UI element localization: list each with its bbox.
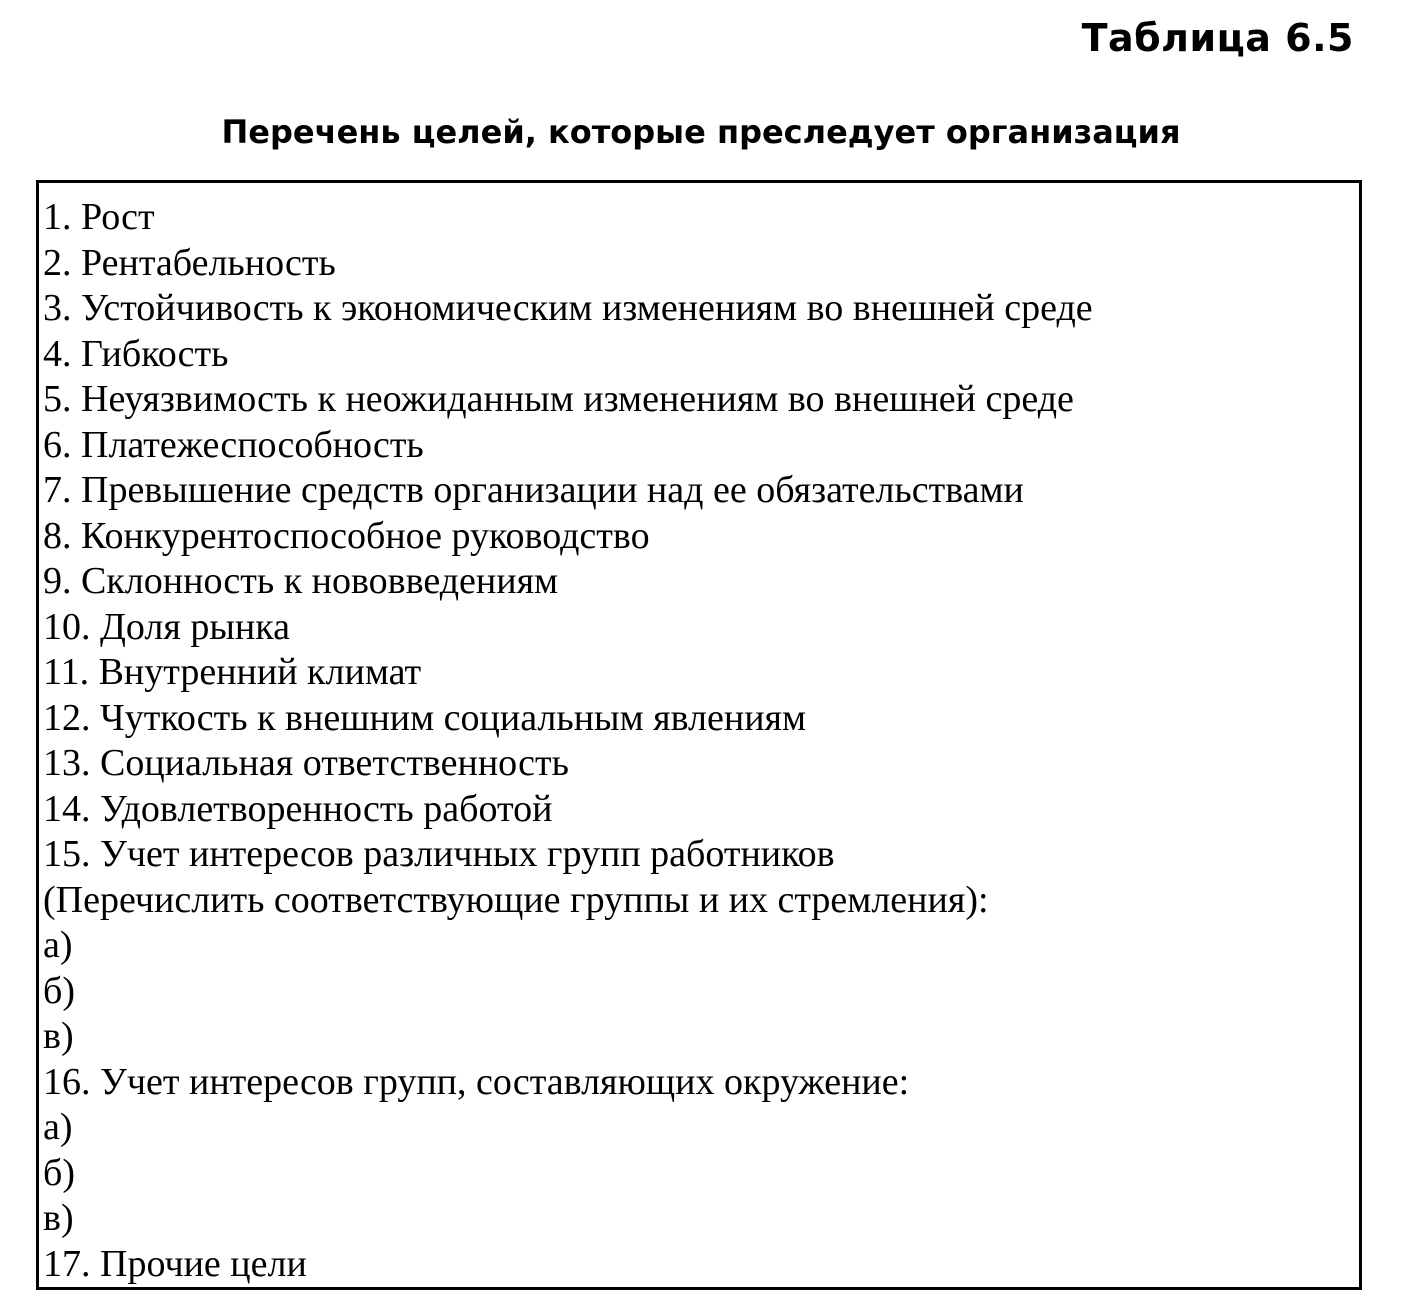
goal-1: 1. Рост: [43, 196, 155, 238]
goals-list: [39, 183, 1359, 1287]
goal-15-item-a: а): [43, 924, 73, 966]
table-title: Перечень целей, которые преследует организация: [221, 113, 1181, 151]
goal-16-item-v: в): [43, 1197, 74, 1239]
goal-15: 15. Учет интересов различных групп работников: [43, 833, 835, 875]
goal-14: 14. Удовлетворенность работой: [43, 787, 553, 830]
goals-table: [36, 180, 1362, 1290]
goal-10: 10. Доля рынка: [43, 605, 290, 648]
goal-16-item-b: б): [43, 1151, 75, 1194]
goal-2: 2. Рентабельность: [43, 241, 336, 284]
goal-8: 8. Конкурентоспособное руководство: [43, 514, 650, 557]
goal-11: 11. Внутренний климат: [43, 651, 422, 693]
goal-5: 5. Неуязвимость к неожиданным изменениям во внешней среде: [43, 378, 1074, 420]
goal-13: 13. Социальная ответственность: [43, 742, 569, 784]
goal-16-item-a: а): [43, 1106, 73, 1148]
goal-3: 3. Устойчивость к экономическим изменениям во внешней среде: [43, 287, 1093, 329]
table-number: Таблица 6.5: [1081, 16, 1354, 60]
goal-9: 9. Склонность к нововведениям: [43, 560, 559, 602]
goal-15-item-b: б): [43, 969, 75, 1012]
goal-17: 17. Прочие цели: [43, 1242, 307, 1285]
goal-12: 12. Чуткость к внешним социальным явлениям: [43, 696, 807, 739]
goal-16: 16. Учет интересов групп, составляющих окружение:: [43, 1060, 910, 1103]
goal-6: 6. Платежеспособность: [43, 423, 424, 466]
goal-4: 4. Гибкость: [43, 332, 229, 375]
goal-15-item-v: в): [43, 1015, 74, 1057]
goal-15-instruction: (Перечислить соответствующие группы и их стремления):: [43, 878, 989, 921]
goal-7: 7. Превышение средств организации над ее обязательствами: [43, 469, 1024, 511]
